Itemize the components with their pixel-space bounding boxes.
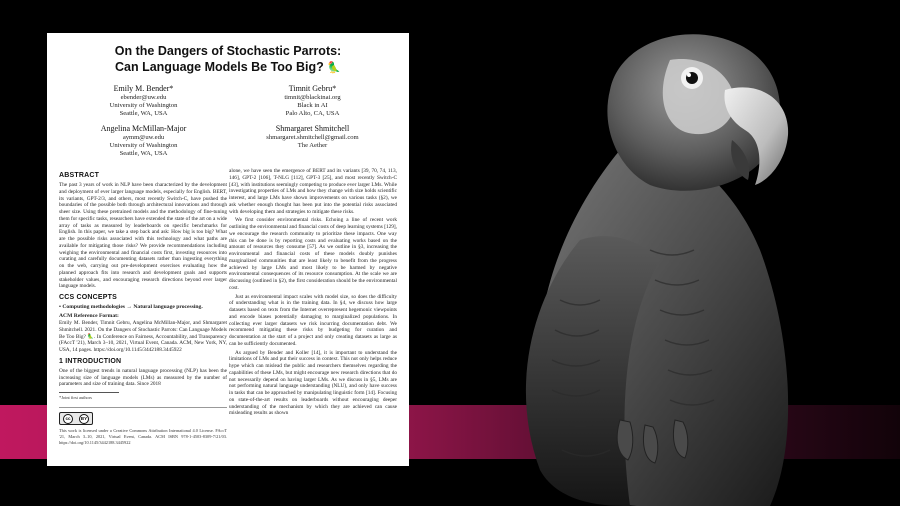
reference-format-heading: ACM Reference Format: — [59, 313, 119, 319]
author-card — [59, 84, 228, 118]
author-location: Seattle, WA, USA — [119, 110, 168, 117]
introduction-heading: 1 INTRODUCTION — [59, 357, 122, 365]
abstract-heading: ABSTRACT — [59, 172, 100, 179]
footnote-divider — [59, 392, 119, 393]
abstract-text: The past 3 years of work in NLP have been characterized by the development and deployment of ever larger language models, especially for English. BERT, its variants, GPT-2/3, and others, most recently Switch-C, have pushed the boundaries of the possible both through architectural innovations and through sheer size. Using these pretrained models and the methodology of fine-tuning them for specific tasks, researchers have extended the state of the art on a wide array of tasks as measured by leaderboards on specific benchmarks for English. In this paper, we take a step back and ask: How big is too big? What are the possible risks associated with this technology and what paths are available for mitigating those risks? We provide recommendations including weighing the environmental and financial costs first, investing resources into curating and carefully documenting datasets rather than ingesting everything on the web, carrying out pre-development exercises evaluating how the planned approach fits into research and development goals and supports stakeholder values, and encouraging research directions beyond ever larger language models. — [59, 182, 227, 290]
reference-format-text: Emily M. Bender, Timnit Gebru, Angelina McMillan-Major, and Shmargaret Shmitchell. 2021. On the Dangers of Stochastic Parrots: Can Language Models Be Too Big? 🦜. In Conference on Fairness, Accountability, and Transparency (FAccT '21), March 3–10, 2021, Virtual Event, Canada. ACM, New York, NY, USA, 14 pages. https://doi.org/10.1145/3442188.3445922 — [59, 320, 227, 353]
cc-badge: cc — [63, 414, 73, 424]
ccs-concepts-line: • Computing methodologies → Natural language processing. — [59, 304, 203, 310]
by-badge: BY — [79, 414, 89, 424]
body-paragraph: We first consider environmental risks. Echoing a line of recent work outlining the environmental and financial costs of deep learning systems [129], we encourage the research community to prioritize these impacts. One way this can be done is by reporting costs and evaluating works based on the amount of resources they consume [57]. As we outline in §3, increasing the environmental and financial costs of these models doubly punishes marginalized communities that are least likely to benefit from the progress achieved by large LMs and most likely to be harmed by negative environmental consequences of its resource consumption. At the scale we are discussing (outlined in §2), the first consideration should be the environmental cost. — [229, 217, 397, 291]
author-card — [228, 124, 397, 158]
body-paragraph: As argued by Bender and Koller [14], it is important to understand the limitations of LMs and put their success in context. This not only helps reduce hype which can mislead the public and researchers themselves regarding the capabilities of these LMs, but might encourage new research directions that do not necessarily depend on having larger LMs. As we discuss in §5, LMs are not performing natural language understanding (NLU), and only have success in tasks that can be approached by manipulating linguistic form [14]. Focusing on state-of-the-art results on leaderboards without encouraging deeper understanding of the mechanism by which they are achieved can cause misleading results as shown — [229, 349, 397, 417]
author-name: Angelina McMillan-Major — [100, 124, 187, 133]
paper-title — [59, 43, 397, 76]
title-line-2-text: Can Language Models Be Too Big? — [115, 60, 324, 74]
paper-page — [47, 33, 409, 466]
right-column — [229, 168, 397, 445]
parrot-emoji-icon: 🦜 — [327, 62, 341, 74]
author-location: Palo Alto, CA, USA — [285, 110, 340, 117]
left-column — [59, 168, 227, 445]
author-block — [59, 84, 397, 158]
title-line-1: On the Dangers of Stochastic Parrots: — [114, 44, 342, 58]
two-column-body — [59, 168, 397, 445]
author-card — [59, 124, 228, 158]
ccs-heading: CCS CONCEPTS — [59, 294, 118, 301]
author-name: Emily M. Bender* — [113, 84, 174, 93]
author-affiliation: University of Washington — [109, 102, 178, 109]
license-block — [59, 407, 227, 425]
author-email: timnit@blackinai.org — [284, 94, 341, 101]
creative-commons-icon — [59, 412, 93, 425]
introduction-text: One of the biggest trends in natural language processing (NLP) has been the increasing size of language models (LMs) as measured by the number of parameters and size of training data. Since 2018 — [59, 367, 227, 388]
author-affiliation: The Aether — [297, 142, 328, 149]
author-location: Seattle, WA, USA — [119, 150, 168, 157]
author-name: Timnit Gebru* — [288, 84, 337, 93]
title-line-2 — [59, 59, 397, 76]
author-email: shmargaret.shmitchell@gmail.com — [266, 134, 359, 141]
parrot-illustration — [470, 0, 900, 506]
footnote: *Joint first authors — [59, 395, 92, 400]
author-affiliation: Black in AI — [297, 102, 328, 109]
body-paragraph: Just as environmental impact scales with model size, so does the difficulty of understanding what is in the training data. In §4, we discuss how large datasets based on texts from the Internet overrepresent hegemonic viewpoints and encode biases potentially damaging to marginalized populations. In collecting ever larger datasets we risk incurring documentation debt. We recommend mitigating these risks by budgeting for curation and documentation at the start of a project and only creating datasets as large as can be sufficiently documented. — [229, 293, 397, 347]
author-email: ebender@uw.edu — [120, 94, 167, 101]
body-paragraph: alone, we have seen the emergence of BERT and its variants [39, 70, 74, 113, 146], GPT-2 [106], T-NLG [112], GPT-3 [25], and most recently Switch-C [43], with institutions seemingly competing to produce ever larger LMs. While investigating properties of LMs and how they change with size holds scientific interest, and large LMs have shown improvements on various tasks (§2), we ask whether enough thought has been put into the potential risks associated with developing them and strategies to mitigate these risks. — [229, 168, 397, 215]
author-card — [228, 84, 397, 118]
author-email: aymm@uw.edu — [122, 134, 165, 141]
license-text: This work is licensed under a Creative Commons Attribution International 4.0 License. FAccT '21, March 3–10, 2021, Virtual Event, Canada. ACM ISBN 978-1-4503-8309-7/21/03. https://doi.org/10.1145/3442188.3445922 — [59, 428, 227, 445]
author-name: Shmargaret Shmitchell — [275, 124, 350, 133]
author-affiliation: University of Washington — [109, 142, 178, 149]
